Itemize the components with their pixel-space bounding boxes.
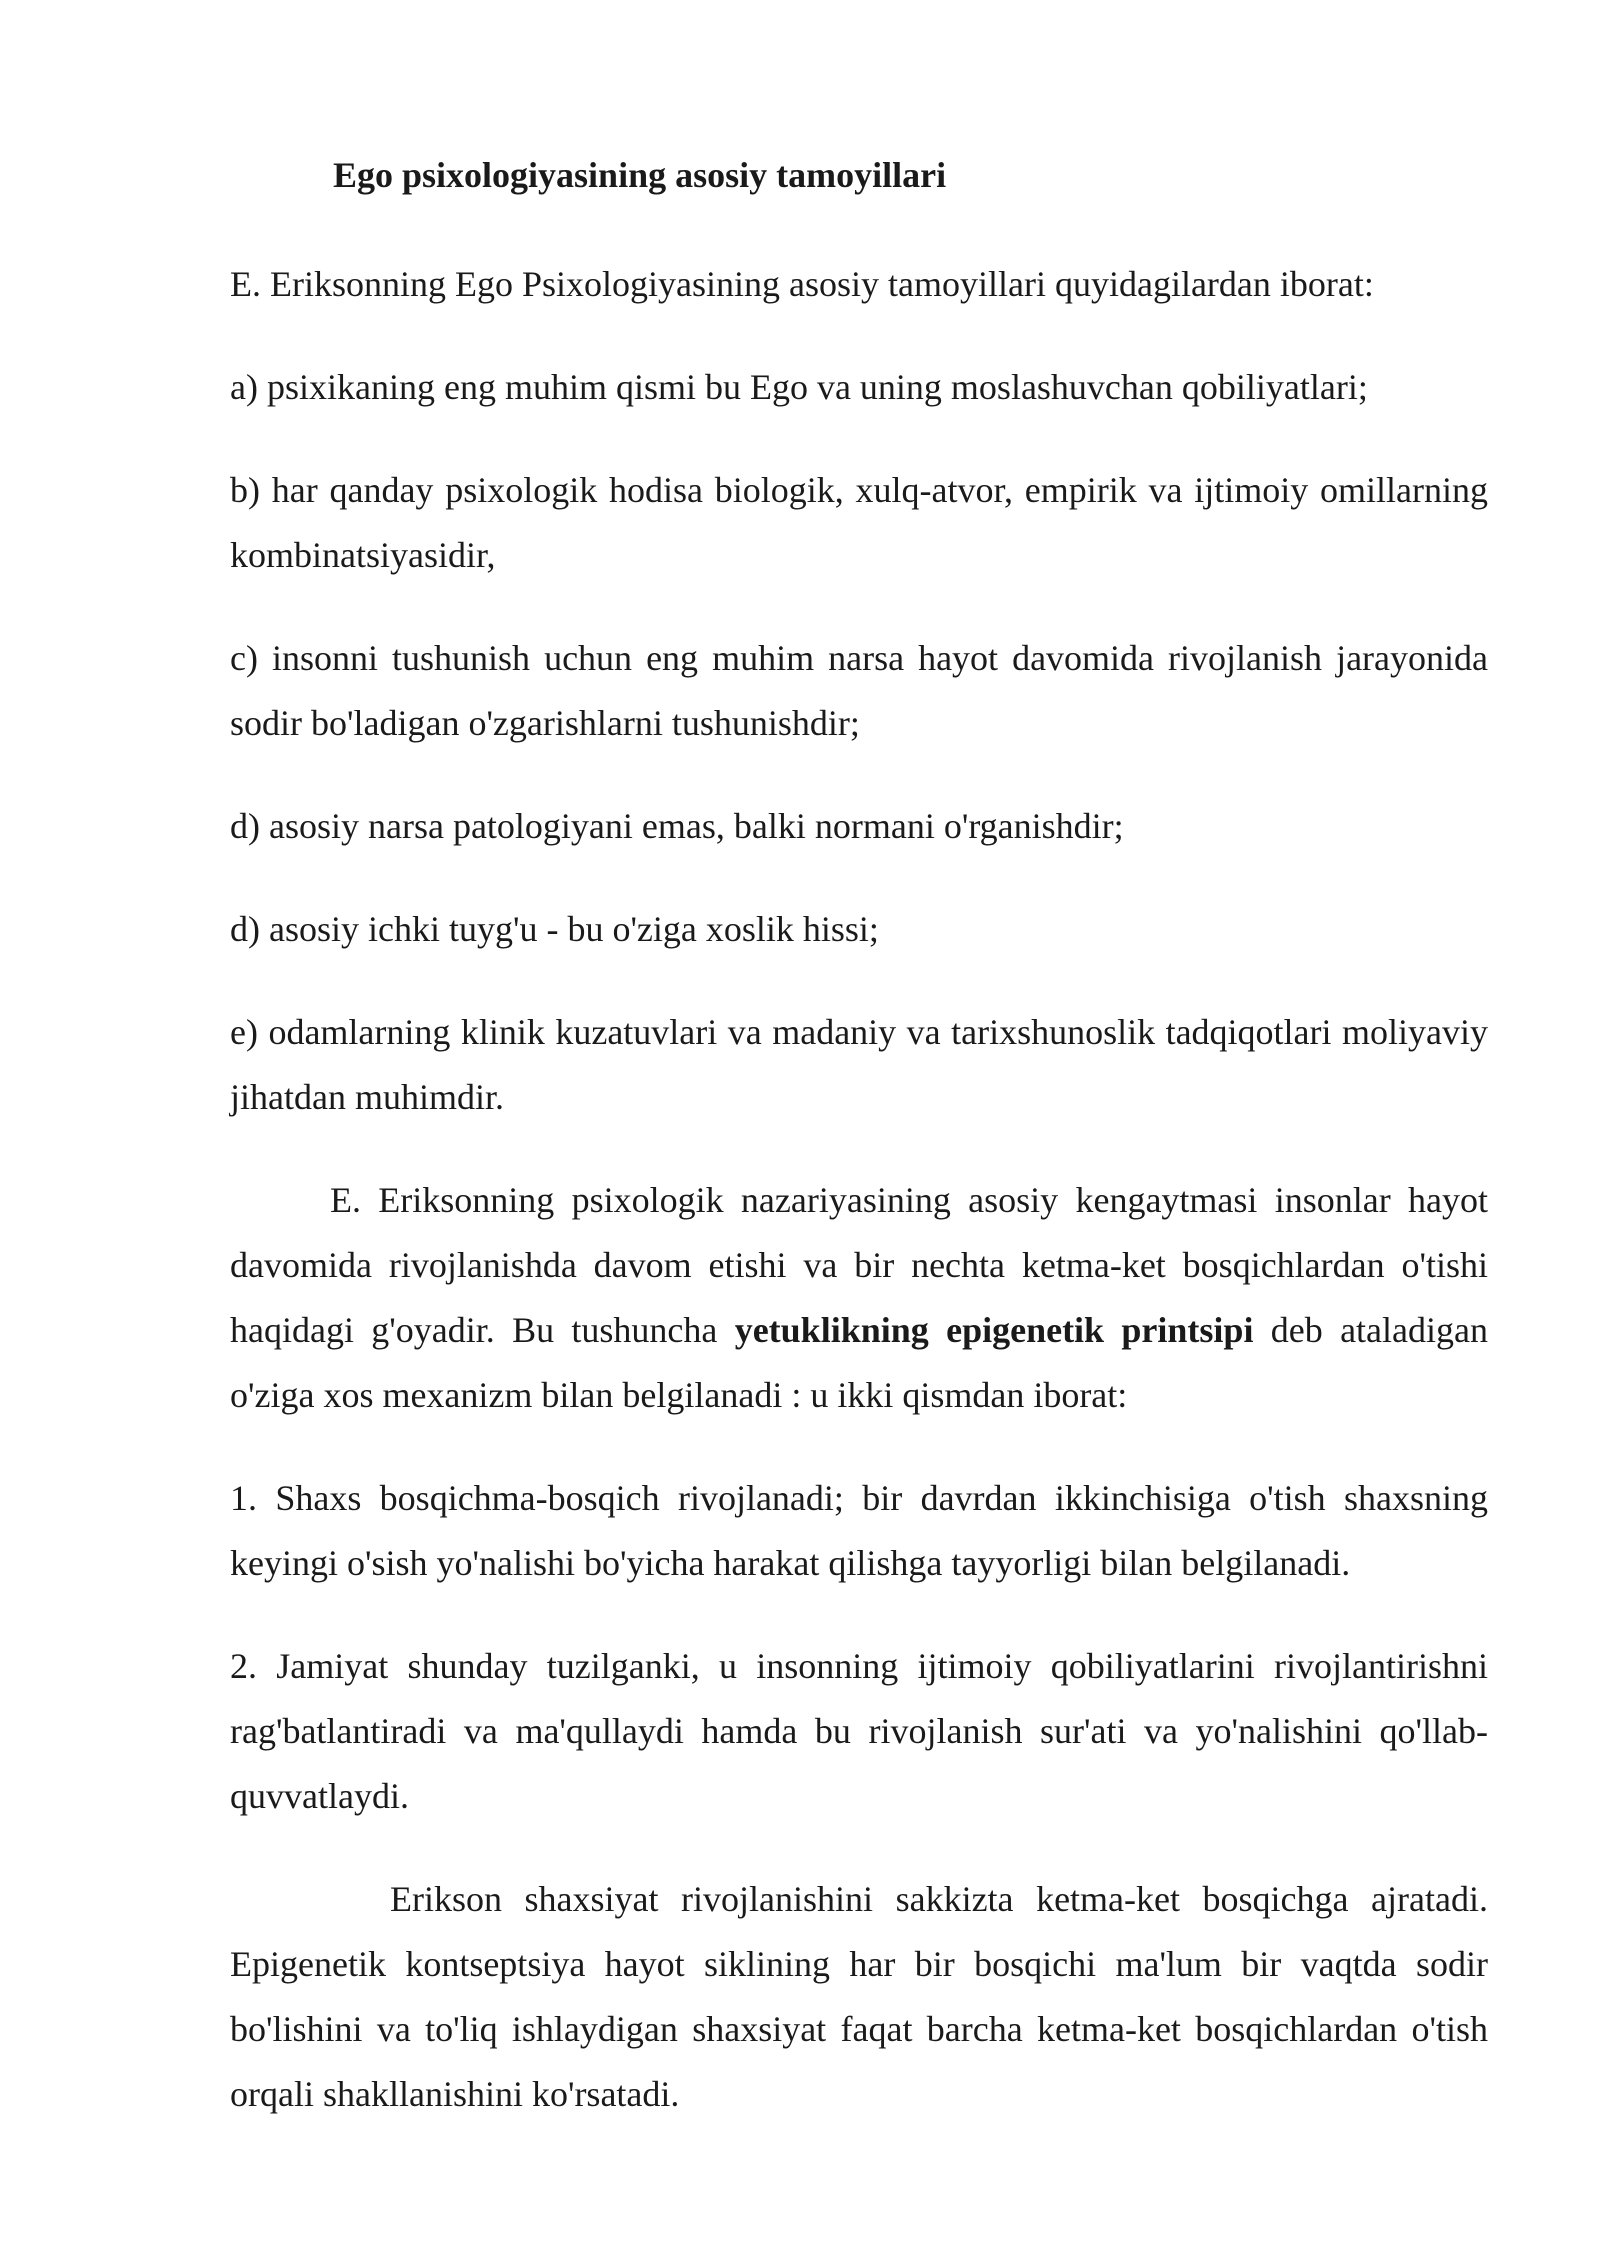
principle-item: a) psixikaning eng muhim qismi bu Ego va uning moslashuvchan qobiliyatlari;	[230, 367, 1368, 407]
document-body	[230, 150, 1488, 2165]
theory-paragraph	[230, 1168, 1488, 1428]
principle-item: d) asosiy narsa patologiyani emas, balki normani o'rganishdir;	[230, 806, 1124, 846]
theory-text-before: E. Eriksonning psixologik nazariyasining asosiy kengaytmasi insonlar hayot davomida rivojlanishda davom etishi va bir nechta ketma-ket bosqichlardan o'tishi haqidagi g'oyadir. Bu tushuncha	[230, 1180, 1488, 1350]
principle-item: b) har qanday psixologik hodisa biologik, xulq-atvor, empirik va ijtimoiy omillarning kombinatsiyasidir,	[230, 470, 1488, 575]
theory-text-after: deb ataladigan o'ziga xos mexanizm bilan belgilanadi : u ikki qismdan iborat:	[230, 1310, 1488, 1415]
epigenetic-principle-term: yetuklikning epigenetik printsipi	[734, 1310, 1254, 1350]
numbered-item: 1. Shaxs bosqichma-bosqich rivojlanadi; bir davrdan ikkinchisiga o'tish shaxsning keyingi o'sish yo'nalishi bo'yicha harakat qilishga tayyorligi bilan belgilanadi.	[230, 1478, 1488, 1583]
principle-item: c) insonni tushunish uchun eng muhim narsa hayot davomida rivojlanish jarayonida sodir bo'ladigan o'zgarishlarni tushunishdir;	[230, 638, 1488, 743]
intro-paragraph: E. Eriksonning Ego Psixologiyasining asosiy tamoyillari quyidagilardan iborat:	[230, 264, 1374, 304]
closing-paragraph: Erikson shaxsiyat rivojlanishini sakkizta ketma-ket bosqichga ajratadi. Epigenetik kontseptsiya hayot siklining har bir bosqichi ma'lum bir vaqtda sodir bo'lishini va to'liq ishlaydigan shaxsiyat faqat barcha ketma-ket bosqichlardan o'tish orqali shakllanishini ko'rsatadi.	[230, 1879, 1488, 2114]
principle-item: d) asosiy ichki tuyg'u - bu o'ziga xoslik hissi;	[230, 909, 879, 949]
numbered-item: 2. Jamiyat shunday tuzilganki, u insonning ijtimoiy qobiliyatlarini rivojlantirishni rag'batlantiradi va ma'qullaydi hamda bu rivojlanish sur'ati va yo'nalishini qo'llab-quvvatlaydi.	[230, 1646, 1488, 1816]
document-title: Ego psixologiyasining asosiy tamoyillari	[333, 155, 947, 195]
principle-item: e) odamlarning klinik kuzatuvlari va madaniy va tarixshunoslik tadqiqotlari moliyaviy jihatdan muhimdir.	[230, 1012, 1488, 1117]
